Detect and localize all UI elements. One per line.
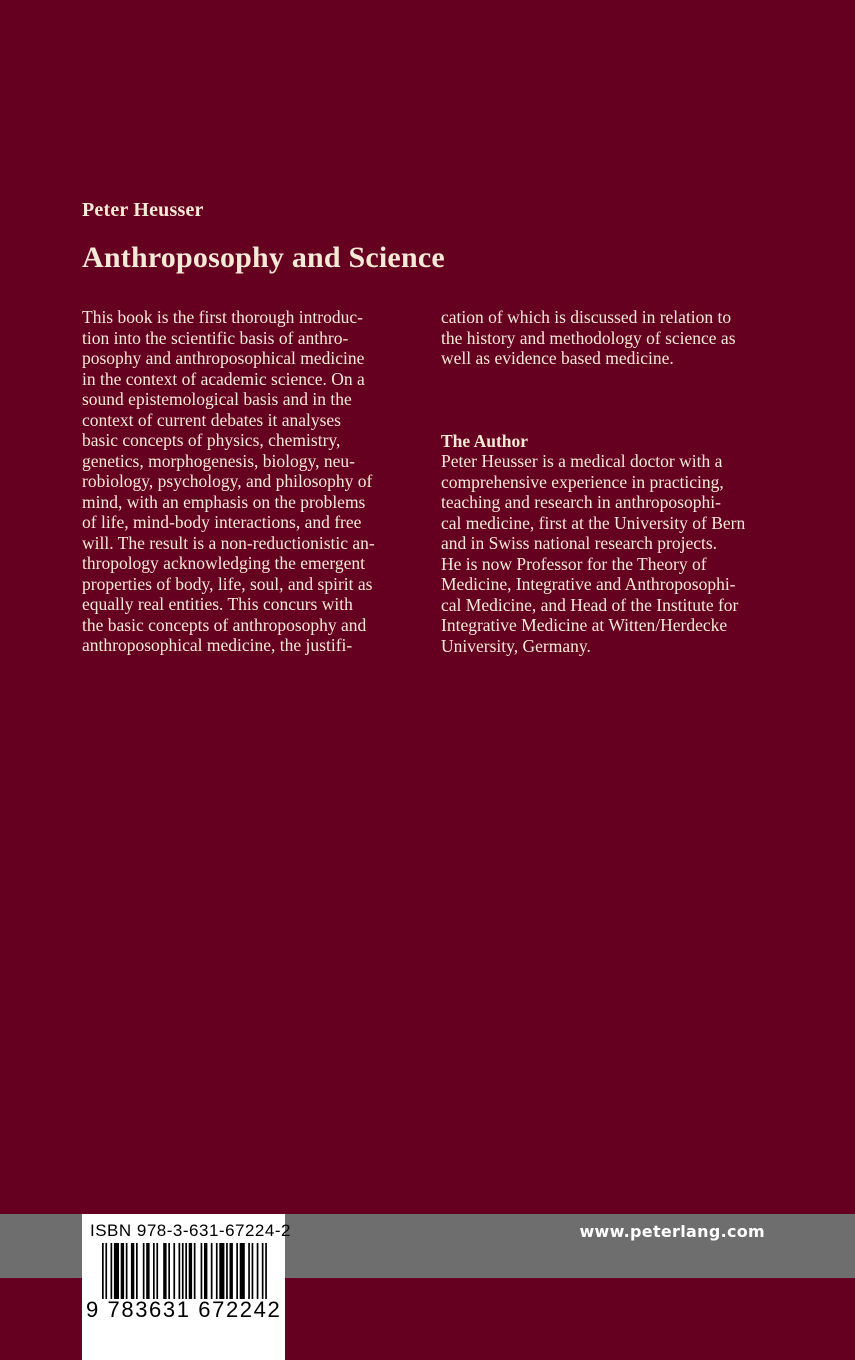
description-line: the basic concepts of anthroposophy and	[82, 614, 367, 635]
author-bio-line: Integrative Medicine at Witten/Herdecke	[441, 615, 728, 635]
description-line: of life, mind-body interactions, and free	[82, 512, 362, 532]
barcode-bar	[240, 1243, 245, 1299]
barcode-bar	[230, 1243, 233, 1299]
barcode-digits: 9 783631 672242	[86, 1297, 282, 1322]
description-line: tion into the scientific basis of anthro-	[82, 327, 349, 348]
barcode-bar	[114, 1243, 119, 1299]
description-line: mind, with an emphasis on the problems	[82, 491, 366, 512]
barcode-bar	[226, 1243, 228, 1299]
description-line: anthroposophical medicine, the justifi-	[82, 635, 353, 655]
barcode-bar	[153, 1243, 155, 1299]
barcode-bar	[182, 1243, 184, 1299]
barcode-bar	[136, 1243, 138, 1299]
barcode-bar	[194, 1243, 196, 1299]
description-line: genetics, morphogenesis, biology, neu-	[82, 450, 355, 471]
barcode-box	[82, 1214, 291, 1360]
description-line: posophy and anthroposophical medicine	[82, 348, 365, 368]
barcode-bar	[146, 1243, 149, 1299]
barcode-bar	[185, 1243, 187, 1299]
barcode-bar	[102, 1243, 104, 1299]
barcode-bar	[168, 1243, 170, 1299]
description-line: basic concepts of physics, chemistry,	[82, 430, 341, 450]
author-bio-line: Medicine, Integrative and Anthroposophi-	[441, 574, 736, 594]
barcode-bar	[143, 1243, 145, 1299]
barcode-bar	[265, 1243, 267, 1299]
barcode-bar	[204, 1243, 207, 1299]
barcode-bar	[111, 1243, 113, 1299]
author-bio-line: He is now Professor for the Theory of	[441, 553, 707, 574]
barcode-bar	[248, 1243, 250, 1299]
description-left-column	[82, 307, 412, 656]
barcode-bar	[126, 1243, 128, 1299]
description-line: cation of which is discussed in relation to	[441, 307, 732, 327]
description-line: context of current debates it analyses	[82, 409, 341, 430]
barcode-bar	[121, 1243, 124, 1299]
description-line: well as evidence based medicine.	[441, 348, 674, 368]
description-line: sound epistemological basis and in the	[82, 389, 352, 409]
description-line: thropology acknowledging the emergent	[82, 553, 366, 573]
barcode-bar	[236, 1243, 238, 1299]
barcode-icon	[82, 1214, 285, 1360]
barcode-bar	[252, 1243, 254, 1299]
barcode-bar	[257, 1243, 259, 1299]
barcode-bar	[211, 1243, 213, 1299]
description-line: the history and methodology of science as	[441, 327, 736, 348]
barcode-bar	[163, 1243, 166, 1299]
author-bio-line: cal Medicine, and Head of the Institute for	[441, 594, 739, 615]
description-line: robiology, psychology, and philosophy of	[82, 471, 373, 491]
description-right-column	[441, 307, 781, 656]
barcode-bar	[131, 1243, 134, 1299]
description-line: equally real entities. This concurs with	[82, 594, 353, 614]
publisher-website: www.peterlang.com	[579, 1222, 765, 1241]
description-line: in the context of academic science. On a	[82, 368, 365, 389]
barcode-bar	[219, 1243, 224, 1299]
barcode-bar	[105, 1243, 107, 1299]
barcode-bar	[262, 1243, 264, 1299]
barcode-bar	[189, 1243, 192, 1299]
description-line: properties of body, life, soul, and spirit as	[82, 573, 373, 594]
author-bio-line: Peter Heusser is a medical doctor with a	[441, 451, 723, 471]
author-bio-line: and in Swiss national research projects.	[441, 533, 718, 553]
author-name: Peter Heusser	[82, 199, 204, 221]
barcode-bar	[173, 1243, 175, 1299]
barcode-bar	[179, 1243, 181, 1299]
description-line: This book is the first thorough introduc-	[82, 307, 363, 327]
description-line: will. The result is a non-reductionistic an-	[82, 532, 375, 553]
book-title: Anthroposophy and Science	[82, 241, 445, 274]
barcode-bar	[216, 1243, 218, 1299]
author-section-heading: The Author	[441, 430, 529, 451]
author-bio-line: comprehensive experience in practicing,	[441, 471, 724, 492]
barcode-bar	[156, 1243, 158, 1299]
author-bio-line: cal medicine, first at the University of Bern	[441, 512, 746, 533]
barcode-bar	[201, 1243, 203, 1299]
author-bio-line: University, Germany.	[441, 635, 591, 656]
isbn-label: ISBN 978-3-631-67224-2	[90, 1221, 291, 1240]
author-bio-line: teaching and research in anthroposophi-	[441, 492, 721, 512]
